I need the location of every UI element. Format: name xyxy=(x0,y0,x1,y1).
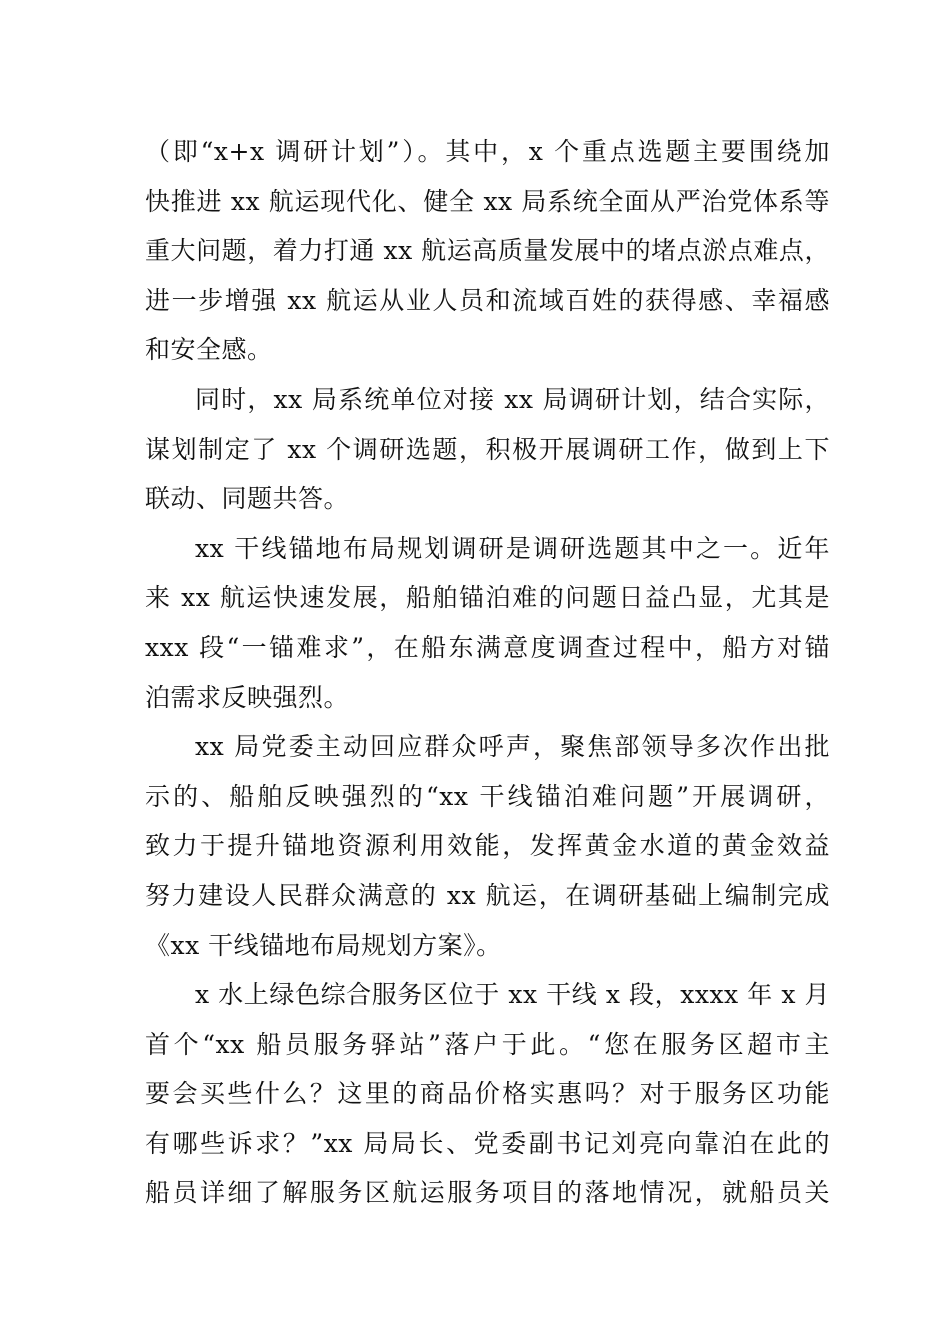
text-line: 要会买些什么？这里的商品价格实惠吗？对于服务区功能 xyxy=(145,1079,830,1109)
text-line: 首个“xx 船员服务驿站”落户于此。“您在服务区超市主 xyxy=(145,1029,830,1059)
text-line: 同时，xx 局系统单位对接 xx 局调研计划，结合实际， xyxy=(195,384,830,414)
text-line: 努力建设人民群众满意的 xx 航运，在调研基础上编制完成 xyxy=(145,880,830,910)
text-line: 示的、船舶反映强烈的“xx 干线锚泊难问题”开展调研， xyxy=(145,781,830,811)
text-line: xxx 段“一锚难求”，在船东满意度调查过程中，船方对锚 xyxy=(145,632,830,662)
text-line: 谋划制定了 xx 个调研选题，积极开展调研工作，做到上下 xyxy=(145,434,830,464)
text-line: 进一步增强 xx 航运从业人员和流域百姓的获得感、幸福感 xyxy=(145,285,830,315)
body-text xyxy=(145,127,830,1218)
text-line: 来 xx 航运快速发展，船舶锚泊难的问题日益凸显，尤其是 xyxy=(145,583,830,613)
text-line: 有哪些诉求？”xx 局局长、党委副书记刘亮向靠泊在此的 xyxy=(145,1128,830,1158)
text-line: 联动、同题共答。 xyxy=(145,484,350,514)
text-line: 重大问题，着力打通 xx 航运高质量发展中的堵点淤点难点， xyxy=(145,236,830,266)
text-line: 和安全感。 xyxy=(145,335,273,365)
text-line: x 水上绿色综合服务区位于 xx 干线 x 段，xxxx 年 x 月 xyxy=(195,980,830,1010)
text-line: xx 局党委主动回应群众呼声，聚焦部领导多次作出批 xyxy=(195,732,830,762)
text-line: 致力于提升锚地资源利用效能，发挥黄金水道的黄金效益 xyxy=(145,831,830,861)
text-line: 《xx 干线锚地布局规划方案》。 xyxy=(145,930,502,960)
text-line: （即“x+x 调研计划”）。其中，x 个重点选题主要围绕加 xyxy=(145,137,830,166)
text-line: 泊需求反映强烈。 xyxy=(145,682,350,712)
text-line: 快推进 xx 航运现代化、健全 xx 局系统全面从严治党体系等 xyxy=(145,186,830,216)
text-line: 船员详细了解服务区航运服务项目的落地情况，就船员关 xyxy=(145,1178,830,1208)
text-line: xx 干线锚地布局规划调研是调研选题其中之一。近年 xyxy=(195,533,830,563)
